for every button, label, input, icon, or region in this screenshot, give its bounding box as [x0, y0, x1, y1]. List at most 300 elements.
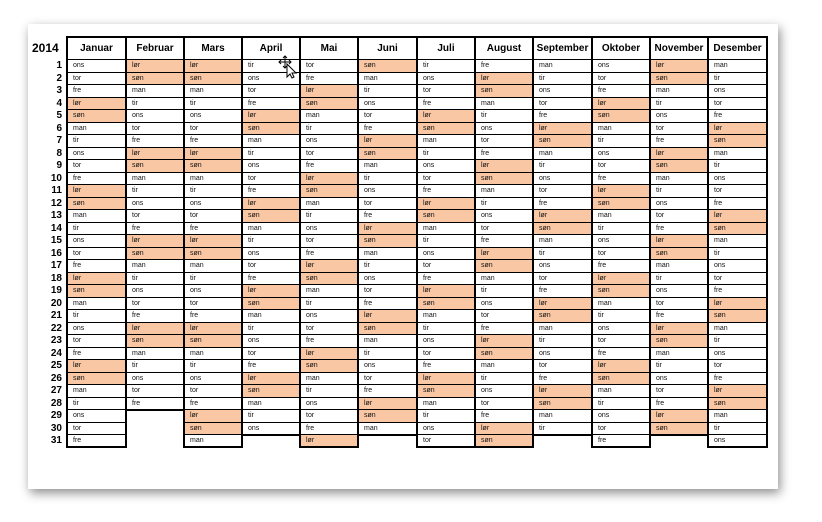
day-cell[interactable]: tir	[242, 147, 300, 160]
day-cell[interactable]: fre	[475, 410, 533, 423]
day-cell[interactable]: tir	[592, 135, 650, 148]
day-cell[interactable]: lør	[300, 85, 358, 98]
day-cell[interactable]: tir	[242, 235, 300, 248]
day-cell[interactable]: lør	[475, 160, 533, 173]
day-cell[interactable]: man	[184, 260, 242, 273]
day-cell[interactable]: søn	[533, 310, 592, 323]
day-cell[interactable]: søn	[708, 397, 767, 410]
day-cell[interactable]: tir	[708, 335, 767, 348]
day-cell[interactable]: ons	[592, 147, 650, 160]
day-cell[interactable]: søn	[417, 385, 475, 398]
day-cell[interactable]: tir	[417, 147, 475, 160]
day-cell[interactable]: søn	[242, 122, 300, 135]
day-cell[interactable]: lør	[708, 385, 767, 398]
day-cell[interactable]: fre	[184, 397, 242, 410]
day-cell[interactable]: tir	[184, 272, 242, 285]
day-cell[interactable]: tir	[126, 360, 184, 373]
day-cell[interactable]: man	[184, 435, 242, 448]
day-cell[interactable]: lør	[300, 435, 358, 448]
day-cell[interactable]: fre	[592, 347, 650, 360]
day-cell[interactable]: tor	[592, 335, 650, 348]
day-cell[interactable]: søn	[184, 422, 242, 435]
day-cell[interactable]: ons	[184, 110, 242, 123]
day-cell[interactable]: ons	[650, 110, 708, 123]
day-cell[interactable]: fre	[242, 360, 300, 373]
day-cell[interactable]: ons	[242, 247, 300, 260]
day-cell[interactable]: tor	[358, 197, 417, 210]
day-cell[interactable]: tor	[126, 297, 184, 310]
day-cell[interactable]: søn	[592, 197, 650, 210]
day-cell[interactable]: fre	[126, 397, 184, 410]
day-cell[interactable]: man	[67, 210, 126, 223]
day-cell[interactable]: tor	[592, 72, 650, 85]
day-cell[interactable]: søn	[592, 285, 650, 298]
day-cell[interactable]: tir	[300, 122, 358, 135]
day-cell[interactable]: tir	[708, 422, 767, 435]
day-cell[interactable]: lør	[358, 222, 417, 235]
day-cell[interactable]: man	[358, 335, 417, 348]
day-cell[interactable]: lør	[358, 397, 417, 410]
day-cell[interactable]: ons	[184, 372, 242, 385]
day-cell[interactable]: man	[417, 135, 475, 148]
day-cell[interactable]: fre	[417, 360, 475, 373]
day-cell[interactable]: søn	[242, 385, 300, 398]
day-cell[interactable]: fre	[708, 285, 767, 298]
day-cell[interactable]: tir	[417, 235, 475, 248]
day-cell[interactable]: fre	[592, 172, 650, 185]
day-cell[interactable]: søn	[67, 197, 126, 210]
day-cell[interactable]: lør	[184, 322, 242, 335]
day-cell[interactable]: fre	[300, 160, 358, 173]
day-cell[interactable]: tir	[650, 97, 708, 110]
day-cell[interactable]: fre	[67, 260, 126, 273]
day-cell[interactable]: lør	[592, 360, 650, 373]
day-cell[interactable]: tir	[592, 310, 650, 323]
day-cell[interactable]: søn	[650, 422, 708, 435]
day-cell[interactable]: søn	[242, 297, 300, 310]
day-cell[interactable]: man	[300, 110, 358, 123]
day-cell[interactable]: fre	[300, 335, 358, 348]
day-cell[interactable]: fre	[300, 422, 358, 435]
day-cell[interactable]: man	[533, 322, 592, 335]
day-cell[interactable]: tor	[708, 272, 767, 285]
day-cell[interactable]: tir	[300, 210, 358, 223]
day-cell[interactable]: tor	[475, 222, 533, 235]
day-cell[interactable]: tir	[126, 272, 184, 285]
day-cell[interactable]: søn	[126, 247, 184, 260]
day-cell[interactable]: man	[475, 360, 533, 373]
day-cell[interactable]: man	[126, 85, 184, 98]
day-cell[interactable]: lør	[417, 372, 475, 385]
day-cell[interactable]: tir	[533, 335, 592, 348]
day-cell[interactable]: man	[358, 160, 417, 173]
day-cell[interactable]: fre	[300, 247, 358, 260]
day-cell[interactable]: fre	[650, 397, 708, 410]
day-cell[interactable]: lør	[126, 322, 184, 335]
day-cell[interactable]: man	[708, 235, 767, 248]
day-cell[interactable]: man	[533, 60, 592, 73]
day-cell[interactable]: fre	[126, 310, 184, 323]
day-cell[interactable]: ons	[300, 222, 358, 235]
day-cell[interactable]: tir	[67, 135, 126, 148]
day-cell[interactable]: lør	[708, 210, 767, 223]
day-cell[interactable]: fre	[533, 197, 592, 210]
day-cell[interactable]: tor	[708, 97, 767, 110]
day-cell[interactable]: søn	[184, 72, 242, 85]
day-cell[interactable]: tor	[358, 110, 417, 123]
day-cell[interactable]: fre	[475, 322, 533, 335]
day-cell[interactable]: fre	[300, 72, 358, 85]
day-cell[interactable]: tor	[708, 360, 767, 373]
day-cell[interactable]: lør	[475, 72, 533, 85]
day-cell[interactable]: fre	[358, 210, 417, 223]
day-cell[interactable]: tir	[475, 372, 533, 385]
day-cell[interactable]: tor	[650, 297, 708, 310]
day-cell[interactable]: lør	[708, 122, 767, 135]
day-cell[interactable]: tor	[300, 147, 358, 160]
day-cell[interactable]: man	[67, 122, 126, 135]
day-cell[interactable]: fre	[650, 222, 708, 235]
day-cell[interactable]: tir	[358, 85, 417, 98]
day-cell[interactable]: man	[708, 60, 767, 73]
day-cell[interactable]: tir	[242, 410, 300, 423]
day-cell[interactable]: fre	[650, 135, 708, 148]
day-cell[interactable]: fre	[475, 60, 533, 73]
day-cell[interactable]: ons	[708, 172, 767, 185]
day-cell[interactable]: ons	[67, 235, 126, 248]
day-cell[interactable]: lør	[242, 110, 300, 123]
day-cell[interactable]: lør	[417, 110, 475, 123]
day-cell[interactable]: man	[417, 310, 475, 323]
day-cell[interactable]: man	[708, 322, 767, 335]
day-cell[interactable]: man	[300, 372, 358, 385]
day-cell[interactable]: tir	[242, 322, 300, 335]
day-cell[interactable]: lør	[475, 335, 533, 348]
day-cell[interactable]: man	[650, 172, 708, 185]
day-cell[interactable]: fre	[358, 385, 417, 398]
day-cell[interactable]: ons	[592, 410, 650, 423]
day-cell[interactable]: søn	[533, 397, 592, 410]
day-cell[interactable]: ons	[592, 235, 650, 248]
day-cell[interactable]: man	[417, 397, 475, 410]
day-cell[interactable]: fre	[592, 260, 650, 273]
day-cell[interactable]: man	[533, 410, 592, 423]
day-cell[interactable]: tor	[242, 347, 300, 360]
day-cell[interactable]: ons	[417, 72, 475, 85]
day-cell[interactable]: fre	[67, 435, 126, 448]
day-cell[interactable]: fre	[358, 122, 417, 135]
day-cell[interactable]: ons	[475, 122, 533, 135]
day-cell[interactable]: man	[417, 222, 475, 235]
day-cell[interactable]: søn	[184, 247, 242, 260]
day-cell[interactable]: man	[533, 235, 592, 248]
day-cell[interactable]: tir	[67, 397, 126, 410]
day-cell[interactable]: fre	[184, 135, 242, 148]
day-cell[interactable]: fre	[126, 222, 184, 235]
day-cell[interactable]: fre	[708, 372, 767, 385]
day-cell[interactable]: tor	[126, 385, 184, 398]
day-cell[interactable]: ons	[417, 422, 475, 435]
day-cell[interactable]: søn	[417, 122, 475, 135]
day-cell[interactable]: tir	[592, 222, 650, 235]
day-cell[interactable]: søn	[300, 97, 358, 110]
day-cell[interactable]: tor	[650, 385, 708, 398]
day-cell[interactable]: tir	[300, 385, 358, 398]
day-cell[interactable]: tor	[184, 297, 242, 310]
day-cell[interactable]: lør	[475, 422, 533, 435]
day-cell[interactable]: tir	[592, 397, 650, 410]
day-cell[interactable]: ons	[650, 285, 708, 298]
day-cell[interactable]: man	[184, 347, 242, 360]
day-cell[interactable]: lør	[184, 147, 242, 160]
day-cell[interactable]: lør	[592, 97, 650, 110]
day-cell[interactable]: tir	[533, 422, 592, 435]
day-cell[interactable]: lør	[708, 297, 767, 310]
day-cell[interactable]: ons	[184, 285, 242, 298]
day-cell[interactable]: tor	[67, 72, 126, 85]
day-cell[interactable]: søn	[650, 335, 708, 348]
day-cell[interactable]: ons	[417, 160, 475, 173]
day-cell[interactable]: man	[650, 85, 708, 98]
day-cell[interactable]: man	[300, 285, 358, 298]
day-cell[interactable]: lør	[533, 210, 592, 223]
day-cell[interactable]: tir	[417, 60, 475, 73]
day-cell[interactable]: fre	[67, 172, 126, 185]
day-cell[interactable]: søn	[358, 322, 417, 335]
day-cell[interactable]: ons	[708, 347, 767, 360]
day-cell[interactable]: man	[242, 397, 300, 410]
day-cell[interactable]: søn	[650, 247, 708, 260]
day-cell[interactable]: søn	[358, 410, 417, 423]
day-cell[interactable]: tor	[417, 172, 475, 185]
day-cell[interactable]: fre	[67, 85, 126, 98]
day-cell[interactable]: ons	[242, 72, 300, 85]
day-cell[interactable]: lør	[475, 247, 533, 260]
day-cell[interactable]: tir	[475, 285, 533, 298]
day-cell[interactable]: lør	[358, 310, 417, 323]
day-cell[interactable]: ons	[475, 385, 533, 398]
day-cell[interactable]: lør	[650, 147, 708, 160]
day-cell[interactable]: ons	[126, 110, 184, 123]
day-cell[interactable]: tir	[184, 97, 242, 110]
day-cell[interactable]: man	[592, 122, 650, 135]
day-cell[interactable]: lør	[126, 60, 184, 73]
day-cell[interactable]: søn	[475, 347, 533, 360]
day-cell[interactable]: lør	[67, 272, 126, 285]
day-cell[interactable]: tir	[533, 72, 592, 85]
day-cell[interactable]: tor	[184, 210, 242, 223]
day-cell[interactable]: man	[475, 272, 533, 285]
day-cell[interactable]: fre	[708, 197, 767, 210]
day-cell[interactable]: tir	[67, 222, 126, 235]
day-cell[interactable]: man	[475, 97, 533, 110]
day-cell[interactable]: tir	[533, 160, 592, 173]
day-cell[interactable]: ons	[533, 172, 592, 185]
day-cell[interactable]: tir	[300, 297, 358, 310]
day-cell[interactable]: tir	[708, 72, 767, 85]
day-cell[interactable]: søn	[650, 72, 708, 85]
day-cell[interactable]: tor	[475, 310, 533, 323]
day-cell[interactable]: søn	[67, 285, 126, 298]
day-cell[interactable]: fre	[475, 235, 533, 248]
day-cell[interactable]: fre	[417, 272, 475, 285]
day-cell[interactable]: ons	[300, 397, 358, 410]
day-cell[interactable]: man	[358, 422, 417, 435]
day-cell[interactable]: tor	[300, 410, 358, 423]
day-cell[interactable]: lør	[533, 297, 592, 310]
day-cell[interactable]: søn	[126, 335, 184, 348]
day-cell[interactable]: lør	[417, 285, 475, 298]
day-cell[interactable]: ons	[533, 85, 592, 98]
day-cell[interactable]: ons	[126, 285, 184, 298]
day-cell[interactable]: tir	[650, 272, 708, 285]
day-cell[interactable]: ons	[67, 410, 126, 423]
day-cell[interactable]: fre	[533, 285, 592, 298]
day-cell[interactable]: lør	[67, 97, 126, 110]
day-cell[interactable]: fre	[417, 185, 475, 198]
day-cell[interactable]: tor	[300, 235, 358, 248]
day-cell[interactable]: søn	[592, 372, 650, 385]
day-cell[interactable]: tir	[358, 347, 417, 360]
day-cell[interactable]: tor	[67, 247, 126, 260]
day-cell[interactable]: ons	[592, 322, 650, 335]
day-cell[interactable]: fre	[358, 297, 417, 310]
day-cell[interactable]: lør	[592, 272, 650, 285]
day-cell[interactable]: ons	[708, 435, 767, 448]
day-cell[interactable]: lør	[67, 360, 126, 373]
day-cell[interactable]: lør	[650, 235, 708, 248]
day-cell[interactable]: søn	[417, 297, 475, 310]
day-cell[interactable]: ons	[242, 422, 300, 435]
day-cell[interactable]: lør	[650, 60, 708, 73]
day-cell[interactable]: lør	[533, 385, 592, 398]
day-cell[interactable]: ons	[475, 297, 533, 310]
day-cell[interactable]: tir	[126, 185, 184, 198]
day-cell[interactable]: man	[126, 260, 184, 273]
day-cell[interactable]: tir	[358, 172, 417, 185]
day-cell[interactable]: lør	[650, 410, 708, 423]
day-cell[interactable]: man	[708, 410, 767, 423]
day-cell[interactable]: søn	[184, 335, 242, 348]
day-cell[interactable]: fre	[242, 185, 300, 198]
day-cell[interactable]: man	[67, 297, 126, 310]
day-cell[interactable]: tor	[533, 360, 592, 373]
day-cell[interactable]: ons	[184, 197, 242, 210]
day-cell[interactable]: man	[358, 247, 417, 260]
day-cell[interactable]: tor	[475, 397, 533, 410]
day-cell[interactable]: søn	[358, 235, 417, 248]
day-cell[interactable]: lør	[184, 235, 242, 248]
day-cell[interactable]: ons	[358, 97, 417, 110]
day-cell[interactable]: tor	[126, 122, 184, 135]
day-cell[interactable]: fre	[650, 310, 708, 323]
day-cell[interactable]: man	[242, 310, 300, 323]
day-cell[interactable]: tor	[650, 122, 708, 135]
day-cell[interactable]: lør	[126, 147, 184, 160]
day-cell[interactable]: tir	[417, 410, 475, 423]
day-cell[interactable]: søn	[650, 160, 708, 173]
day-cell[interactable]: ons	[358, 272, 417, 285]
day-cell[interactable]: man	[184, 85, 242, 98]
day-cell[interactable]: lør	[533, 122, 592, 135]
day-cell[interactable]: lør	[126, 235, 184, 248]
day-cell[interactable]: søn	[475, 435, 533, 448]
day-cell[interactable]: ons	[533, 260, 592, 273]
day-cell[interactable]: søn	[708, 310, 767, 323]
day-cell[interactable]: tor	[126, 210, 184, 223]
day-cell[interactable]: søn	[708, 222, 767, 235]
day-cell[interactable]: tir	[650, 360, 708, 373]
day-cell[interactable]: tir	[475, 197, 533, 210]
day-cell[interactable]: man	[358, 72, 417, 85]
day-cell[interactable]: tir	[708, 160, 767, 173]
day-cell[interactable]: ons	[358, 360, 417, 373]
day-cell[interactable]: fre	[184, 222, 242, 235]
day-cell[interactable]: man	[242, 222, 300, 235]
day-cell[interactable]: tir	[417, 322, 475, 335]
day-cell[interactable]: søn	[533, 222, 592, 235]
day-cell[interactable]: fre	[475, 147, 533, 160]
day-cell[interactable]: søn	[67, 372, 126, 385]
day-cell[interactable]: tor	[417, 85, 475, 98]
day-cell[interactable]: tor	[475, 135, 533, 148]
day-cell[interactable]: tor	[533, 97, 592, 110]
day-cell[interactable]: søn	[67, 110, 126, 123]
day-cell[interactable]: man	[650, 260, 708, 273]
day-cell[interactable]: søn	[592, 110, 650, 123]
day-cell[interactable]: tor	[592, 160, 650, 173]
day-cell[interactable]: tor	[300, 60, 358, 73]
day-cell[interactable]: tir	[242, 60, 300, 73]
day-cell[interactable]: ons	[67, 322, 126, 335]
day-cell[interactable]: ons	[417, 335, 475, 348]
day-cell[interactable]: lør	[242, 197, 300, 210]
day-cell[interactable]: man	[650, 347, 708, 360]
day-cell[interactable]: ons	[708, 85, 767, 98]
day-cell[interactable]: ons	[358, 185, 417, 198]
day-cell[interactable]: man	[184, 172, 242, 185]
day-cell[interactable]: fre	[592, 85, 650, 98]
day-cell[interactable]: lør	[358, 135, 417, 148]
day-cell[interactable]: ons	[708, 260, 767, 273]
day-cell[interactable]: man	[242, 135, 300, 148]
day-cell[interactable]: lør	[242, 285, 300, 298]
day-cell[interactable]: ons	[650, 197, 708, 210]
day-cell[interactable]: lør	[242, 372, 300, 385]
day-cell[interactable]: søn	[533, 135, 592, 148]
day-cell[interactable]: man	[475, 185, 533, 198]
day-cell[interactable]: søn	[475, 85, 533, 98]
day-cell[interactable]: søn	[300, 185, 358, 198]
day-cell[interactable]: ons	[242, 335, 300, 348]
day-cell[interactable]: ons	[300, 310, 358, 323]
day-cell[interactable]: lør	[184, 60, 242, 73]
day-cell[interactable]: fre	[242, 97, 300, 110]
day-cell[interactable]: tor	[300, 322, 358, 335]
day-cell[interactable]: tor	[708, 185, 767, 198]
day-cell[interactable]: tir	[475, 110, 533, 123]
day-cell[interactable]: tor	[67, 335, 126, 348]
day-cell[interactable]: tor	[533, 185, 592, 198]
day-cell[interactable]: ons	[126, 372, 184, 385]
day-cell[interactable]: man	[533, 147, 592, 160]
day-cell[interactable]: søn	[184, 160, 242, 173]
day-cell[interactable]: tir	[650, 185, 708, 198]
day-cell[interactable]: ons	[475, 210, 533, 223]
day-cell[interactable]: fre	[242, 272, 300, 285]
day-cell[interactable]: søn	[475, 260, 533, 273]
day-cell[interactable]: lør	[592, 185, 650, 198]
